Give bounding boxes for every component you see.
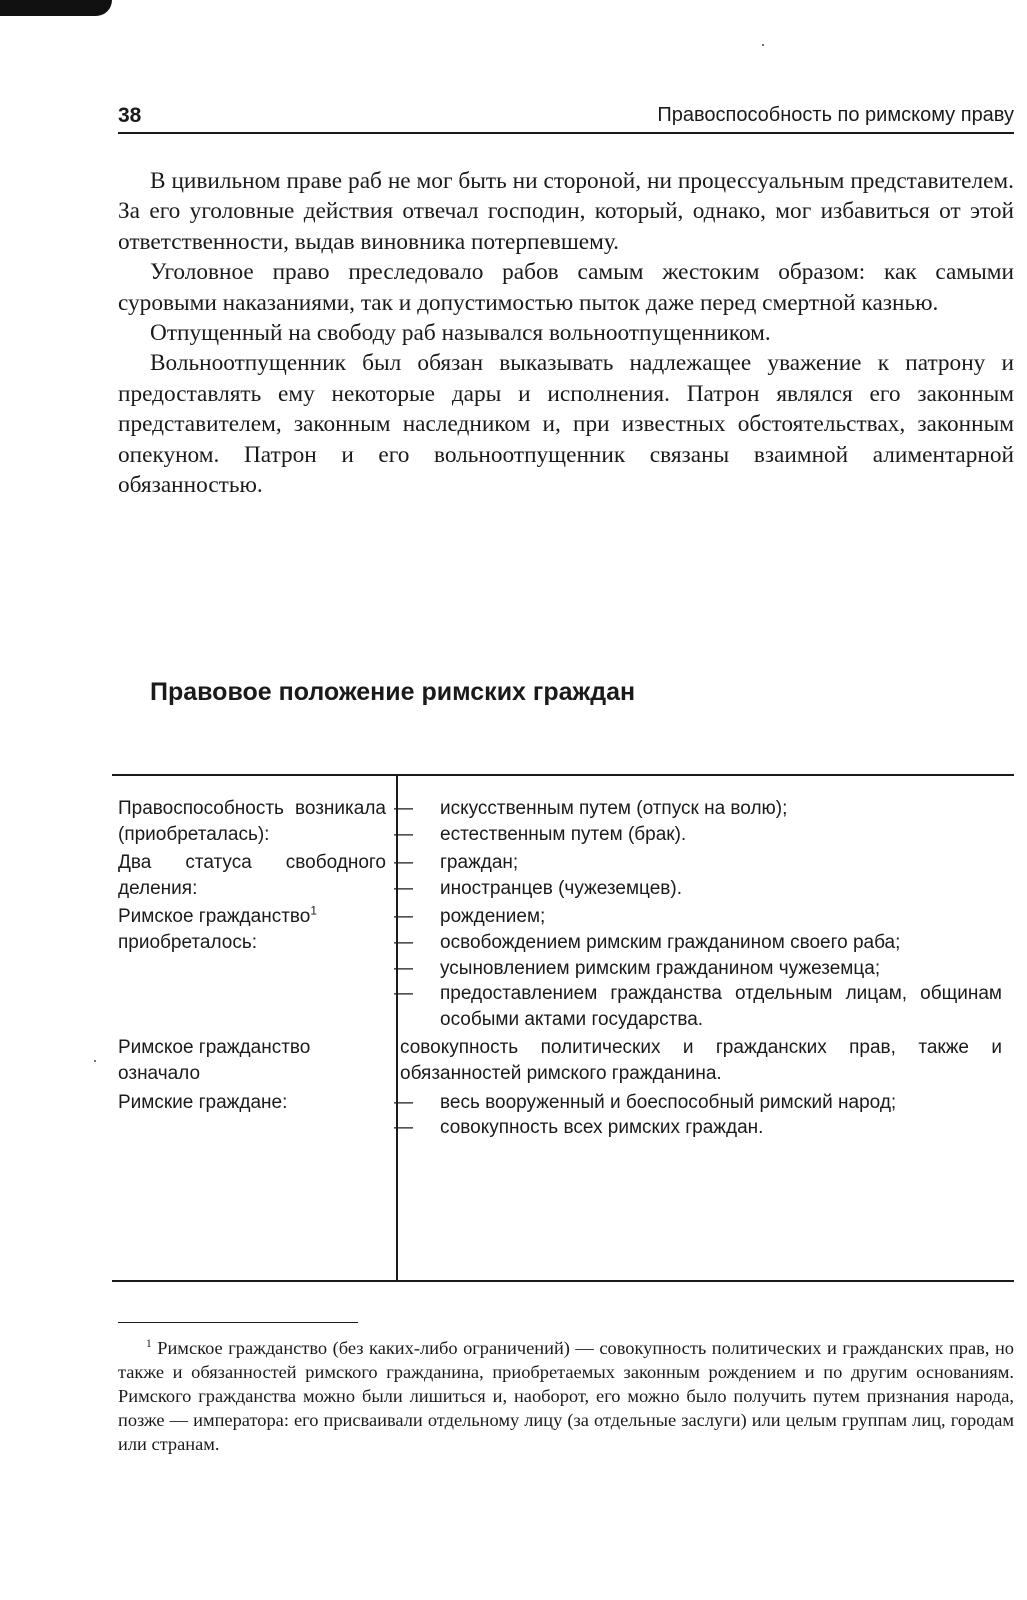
page-header [118, 98, 1014, 134]
dash: — [394, 906, 413, 928]
row-content [394, 850, 1014, 901]
table-row [118, 1090, 1014, 1141]
paragraph: Уголовное право преследовало рабов самым жестоким образом: как самыми суровыми наказаниями, так и допустимостью пыток даже перед смертной казнью. [118, 259, 1014, 316]
row-description: совокупность политических и гражданских прав, также и обязанностей римского гражданина. [400, 1037, 1002, 1084]
section-title: Правовое положение римских граждан [150, 678, 636, 706]
footnote-marker: 1 [146, 1337, 152, 1350]
list-item [394, 876, 1014, 902]
dash: — [394, 823, 413, 845]
table-bottom-rule [112, 1280, 1014, 1282]
list-item-text: совокупность всех римских граждан. [440, 1117, 764, 1139]
dash: — [394, 877, 413, 899]
footnote-marker: 1 [310, 905, 317, 919]
list-item [394, 981, 1014, 1032]
list-item-text: граждан; [440, 852, 519, 874]
row-content [400, 1035, 1014, 1086]
dash: — [394, 852, 413, 874]
list-item [394, 1090, 1014, 1116]
body-text [118, 166, 1014, 500]
list-item [394, 930, 1014, 956]
scan-speck [762, 44, 764, 46]
list-item-text: усыновлением римским гражданином чужеземца; [440, 957, 881, 979]
list-item-text: весь вооруженный и боеспособный римский народ; [440, 1091, 897, 1113]
row-label: Два статуса свободного деления: [118, 852, 386, 899]
table-row [118, 904, 1014, 1032]
list-item [394, 1115, 1014, 1141]
list-item [394, 850, 1014, 876]
paragraph: Вольноотпущенник был обязан выказывать надлежащее уважение к патрону и предоставлять ему некоторые дары и исполнения. Патрон являлся его законным представителем, законным наследником и, при известных обстоятельствах, законным опекуном. Патрон и его вольноотпущенник связаны взаимной алиментарной обязанностью. [118, 350, 1014, 499]
table-row [118, 1035, 1014, 1086]
row-label: Римское гражданство означало [118, 1037, 311, 1084]
running-title: Правоспособность по римскому праву [657, 104, 1014, 126]
dash: — [394, 798, 413, 819]
row-label-text: Римское гражданство [118, 906, 311, 928]
footnote-rule [118, 1322, 358, 1323]
footnote [118, 1336, 1014, 1456]
row-label: Римские граждане: [118, 1091, 288, 1113]
scan-smudge [0, 0, 112, 16]
list-item-text: естественным путем (брак). [440, 823, 687, 845]
row-content [394, 904, 1014, 1032]
row-content [394, 1090, 1014, 1141]
table-row [118, 796, 1014, 847]
list-item-text: рождением; [440, 906, 546, 928]
table-top-rule [112, 774, 1014, 776]
citizenship-table [118, 796, 1014, 1144]
row-label-text: приобреталось: [118, 931, 258, 953]
list-item [394, 956, 1014, 982]
list-item [394, 822, 1014, 848]
paragraph: В цивильном праве раб не мог быть ни стороной, ни процессуальным представителем. За его уголовные действия отвечал господин, который, однако, мог избавиться от этой ответственности, выдав виновника потерпевшему. [118, 168, 1014, 255]
table-row [118, 850, 1014, 901]
list-item-text: предоставлением гражданства отдельным лицам, общинам особыми актами государства. [440, 983, 1002, 1030]
dash: — [394, 1091, 413, 1113]
list-item-text: освобождением римским гражданином своего раба; [440, 931, 901, 953]
paragraph: Отпущенный на свободу раб назывался вольноотпущенником. [150, 320, 771, 347]
list-item-text: искусственным путем (отпуск на волю); [440, 798, 788, 819]
dash: — [394, 957, 413, 979]
dash: — [394, 1117, 413, 1139]
scan-speck [94, 1060, 96, 1062]
row-label [118, 904, 390, 1032]
page-number: 38 [118, 104, 142, 127]
row-label: Правоспособность возникала (приобреталась): [118, 798, 386, 845]
dash: — [394, 931, 413, 953]
list-item-text: иностранцев (чужеземцев). [440, 877, 682, 899]
list-item [394, 796, 1014, 822]
footnote-text: Римское гражданство (без каких-либо ограничений) — совокупность политических и гражданских прав, но также и обязанностей римского гражданина, приобретаемых законным рождением и по другим основаниям. Римского гражданства можно были лишиться и, наоборот, его можно было получить путем признания народа, позже — императора: его присваивали отдельному лицу (за отдельные заслуги) или целым группам лиц, городам или странам. [118, 1338, 1014, 1454]
row-content [394, 796, 1014, 847]
dash: — [394, 983, 413, 1005]
list-item [394, 904, 1014, 930]
